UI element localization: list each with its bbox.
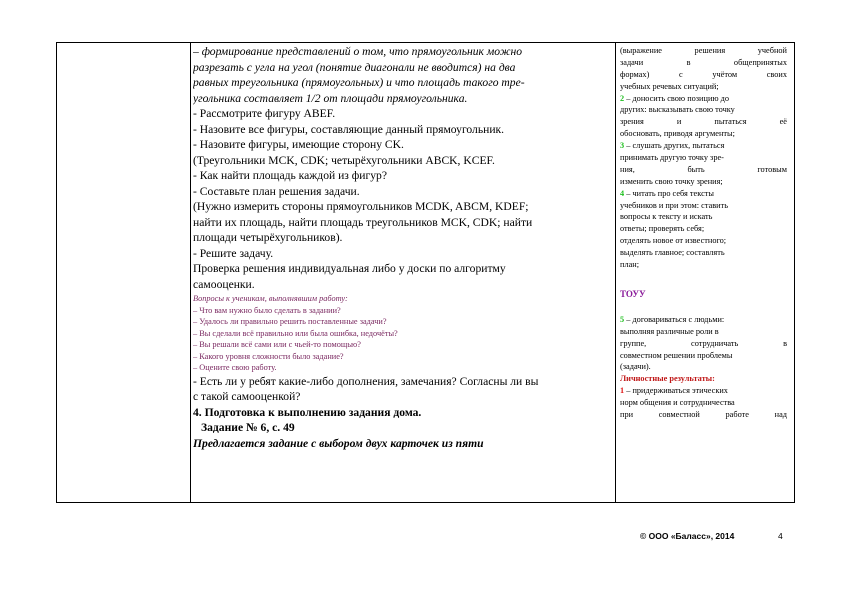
- word: и: [676, 117, 682, 127]
- lesson-table: [56, 42, 795, 503]
- text-line: равных треугольника (прямоугольных) и что площадь такого тре-: [193, 76, 525, 89]
- word: быть: [687, 164, 705, 174]
- task-instructions: [193, 106, 669, 292]
- text-line: принимать другую точку зре-: [620, 153, 724, 163]
- word: в: [783, 338, 787, 348]
- text-line: (Треугольники MCK, CDK; четырёхугольники ABCK, KCEF.: [193, 153, 495, 167]
- text-line: - Рассмотрите фигуру ABEF.: [193, 107, 336, 120]
- line-text: – придерживаться этических: [626, 386, 728, 396]
- activity-column: [193, 44, 669, 451]
- word: в: [686, 57, 691, 67]
- personal-results-heading: Личностные результаты:: [620, 374, 715, 384]
- result-item-4: [620, 188, 787, 271]
- text-line: [620, 69, 787, 81]
- text-line: [620, 338, 787, 350]
- section-heading: 4. Подготовка к выполнению задания дома.: [193, 405, 422, 419]
- word: при: [620, 410, 634, 420]
- text-line: выделять главное; составлять: [620, 248, 725, 258]
- column-divider-left: [190, 43, 191, 502]
- stage-column: [57, 43, 190, 502]
- word: над: [774, 410, 787, 420]
- text-line: [620, 385, 787, 397]
- result-item-5: [620, 314, 787, 373]
- text-line: - Есть ли у ребят какие-либо дополнения, замечания? Согласны ли вы: [193, 374, 539, 388]
- text-line: [620, 409, 787, 421]
- text-line: обосновать, приводя аргументы;: [620, 129, 735, 139]
- word: с: [678, 69, 683, 79]
- item-number: 2: [620, 93, 625, 103]
- question-item: – Что вам нужно было сделать в задании?: [193, 305, 341, 315]
- word: работе: [725, 410, 749, 420]
- text-line: план;: [620, 260, 640, 270]
- text-line: - Назовите фигуры, имеющие сторону CK.: [193, 138, 404, 151]
- text-line: выполняя различные роли в: [620, 326, 719, 336]
- word: готовым: [757, 164, 787, 174]
- page-number: 4: [778, 531, 783, 541]
- word: решения: [694, 46, 726, 55]
- text-line: учебных речевых ситуаций;: [620, 81, 719, 91]
- question-item: – Вы решали всё сами или с чьей-то помощью?: [193, 340, 361, 349]
- toyy-label: ТОУУ: [620, 288, 646, 299]
- text-line: норм общения и сотрудничества: [620, 398, 735, 408]
- results-column: [620, 45, 787, 421]
- text-line: изменить свою точку зрения;: [620, 176, 723, 186]
- text-line: - Назовите все фигуры, составляющие данный прямоугольник.: [193, 122, 505, 136]
- follow-up-text: [193, 374, 669, 405]
- item-number: 5: [620, 314, 625, 324]
- text-line: отделять новое от известного;: [620, 236, 727, 246]
- text-line: угольника составляет 1/2 от площади прямоугольника.: [193, 91, 468, 105]
- communicative-intro: [620, 45, 787, 93]
- text-line: [620, 57, 787, 69]
- question-item: – Какого уровня сложности было задание?: [193, 351, 344, 361]
- text-line: [620, 140, 787, 152]
- text-line: с такой самооценкой?: [193, 390, 301, 403]
- result-item-2: [620, 93, 787, 141]
- text-line: - Решите задачу.: [193, 246, 274, 260]
- text-line: найти их площадь, найти площадь треугольников MCK, CDK; найти: [193, 215, 533, 229]
- lesson-goal-text: [193, 44, 669, 106]
- word: задачи: [620, 57, 644, 67]
- word: её: [779, 117, 787, 127]
- text-line: - Составьте план решения задачи.: [193, 184, 360, 198]
- item-number: 1: [620, 386, 625, 396]
- word: формах): [620, 69, 650, 79]
- self-assessment-questions: [193, 293, 669, 374]
- line-text: – читать про себя тексты: [626, 188, 714, 198]
- result-item-3: [620, 140, 787, 188]
- word: зрения: [620, 117, 644, 127]
- text-line: (задачи).: [620, 362, 651, 372]
- line-text: – договариваться с людьми:: [626, 314, 725, 324]
- item-number: 4: [620, 188, 625, 198]
- homework-note: Предлагается задание с выбором двух карточек из пяти: [193, 436, 484, 450]
- text-line: учебников и при этом: ставить: [620, 200, 729, 210]
- question-item: – Вы сделали всё правильно или была ошибка, недочёты?: [193, 328, 398, 338]
- text-line: [620, 164, 787, 176]
- result-item-1: [620, 385, 787, 421]
- line-text: – слушать других, пытаться: [626, 141, 725, 151]
- item-number: 3: [620, 141, 625, 151]
- text-line: ответы; проверять себя;: [620, 224, 705, 234]
- text-line: [620, 116, 787, 128]
- line-text: – доносить свою позицию до: [626, 93, 730, 103]
- word: (выражение: [620, 46, 662, 55]
- text-line: совместном решении проблемы: [620, 350, 733, 360]
- text-line: Проверка решения индивидуальная либо у доски по алгоритму: [193, 262, 506, 275]
- text-line: разрезать с угла на угол (понятие диагонали не вводится) на два: [193, 60, 516, 74]
- text-line: [620, 314, 787, 326]
- word: совместной: [658, 410, 700, 420]
- word: группе,: [620, 338, 647, 348]
- copyright-text: © ООО «Баласс», 2014: [640, 531, 735, 541]
- question-item: – Оцените свою работу.: [193, 363, 277, 372]
- word: учётом: [712, 69, 738, 79]
- word: ния,: [620, 164, 635, 174]
- text-line: – формирование представлений о том, что прямоугольник можно: [193, 45, 523, 58]
- text-line: [620, 188, 787, 200]
- word: сотрудничать: [691, 338, 739, 348]
- questions-title: Вопросы к ученикам, выполнявшим работу:: [193, 294, 348, 303]
- word: своих: [766, 69, 787, 79]
- question-item: – Удалось ли правильно решить поставленные задачи?: [193, 317, 387, 326]
- word: общепринятых: [733, 57, 787, 67]
- text-line: [620, 93, 787, 105]
- text-line: [620, 45, 787, 57]
- text-line: самооценки.: [193, 277, 255, 291]
- text-line: - Как найти площадь каждой из фигур?: [193, 169, 387, 182]
- text-line: других: высказывать свою точку: [620, 105, 735, 115]
- task-reference: Задание № 6, с. 49: [201, 421, 295, 434]
- text-line: площади четырёхугольников).: [193, 231, 343, 244]
- text-line: вопросы к тексту и искать: [620, 212, 713, 222]
- word: пытаться: [714, 117, 747, 127]
- text-line: (Нужно измерить стороны прямоугольников MCDK, ABCM, KDEF;: [193, 200, 529, 213]
- word: учебной: [757, 46, 787, 55]
